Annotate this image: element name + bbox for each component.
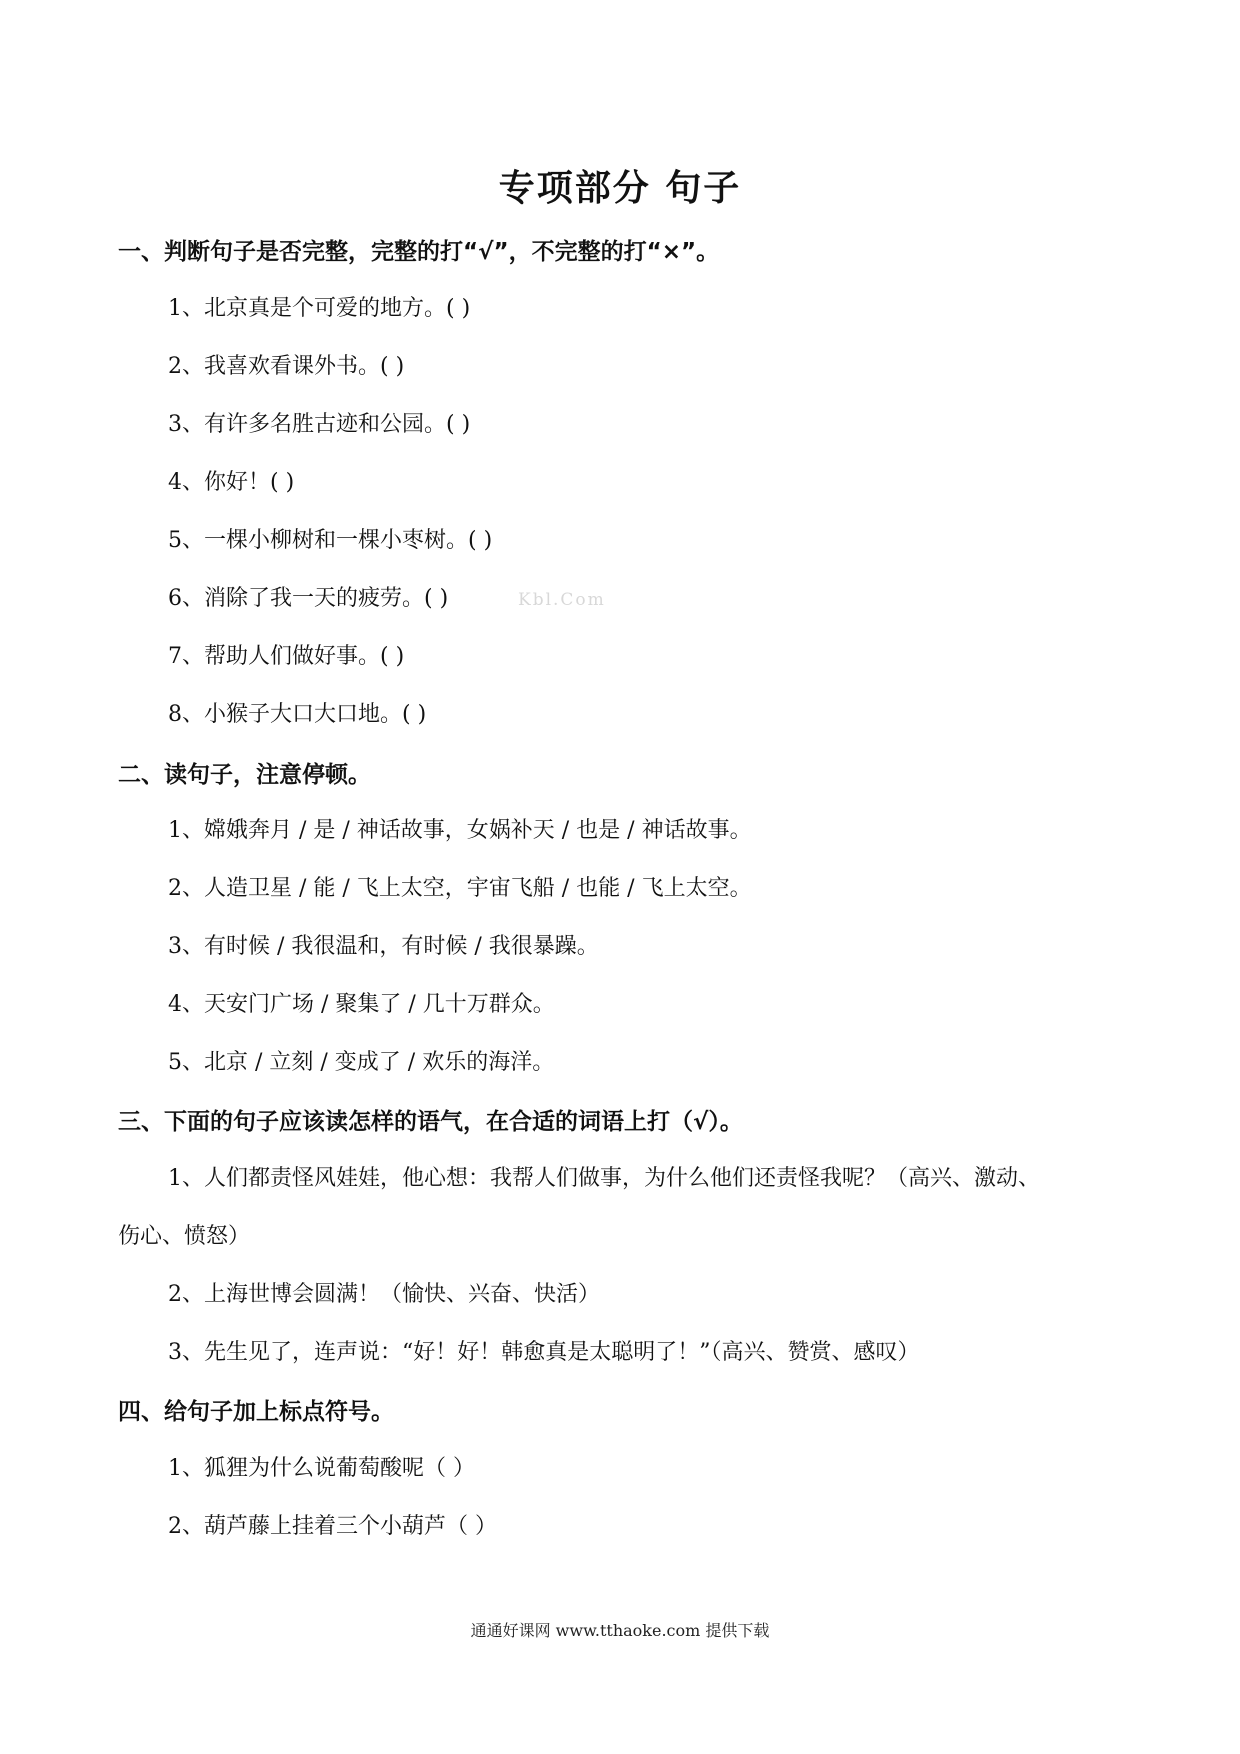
section-4-item-2: 2、葫芦藤上挂着三个小葫芦（ ） — [168, 1514, 497, 1539]
section-1-heading: 一、判断句子是否完整，完整的打“√”，不完整的打“×”。 — [118, 239, 720, 265]
section-2-item-5: 5、北京 / 立刻 / 变成了 / 欢乐的海洋。 — [168, 1050, 555, 1075]
section-1-item-5: 5、一棵小柳树和一棵小枣树。( ) — [168, 528, 493, 553]
section-2-item-1: 1、嫦娥奔月 / 是 / 神话故事，女娲补天 / 也是 / 神话故事。 — [168, 818, 752, 843]
page-footer: 通通好课网 www.tthaoke.com 提供下载 — [470, 1621, 770, 1640]
section-3-item-1: 1、人们都责怪风娃娃，他心想：我帮人们做事，为什么他们还责怪我呢？（高兴、激动、 — [168, 1166, 1041, 1191]
section-3-item-1-continuation: 伤心、愤怒） — [118, 1224, 251, 1249]
section-1-item-8: 8、小猴子大口大口地。( ) — [168, 702, 427, 727]
section-2-item-2: 2、人造卫星 / 能 / 飞上太空，宇宙飞船 / 也能 / 飞上太空。 — [168, 876, 752, 901]
section-2-item-4: 4、天安门广场 / 聚集了 / 几十万群众。 — [168, 992, 555, 1017]
section-1-item-2: 2、我喜欢看课外书。( ) — [168, 354, 405, 379]
section-3-heading: 三、下面的句子应该读怎样的语气，在合适的词语上打（√）。 — [118, 1109, 743, 1135]
section-3-item-2: 2、上海世博会圆满！（愉快、兴奋、快活） — [168, 1282, 600, 1307]
watermark-text: Kbl.Com — [518, 590, 606, 610]
section-1-item-6: 6、消除了我一天的疲劳。( ) — [168, 586, 449, 611]
section-1-item-4: 4、你好！( ) — [168, 470, 295, 495]
section-1-item-1: 1、北京真是个可爱的地方。( ) — [168, 296, 471, 321]
page-title: 专项部分 句子 — [498, 168, 742, 209]
section-4-heading: 四、给句子加上标点符号。 — [118, 1399, 394, 1425]
section-1-item-3: 3、有许多名胜古迹和公园。( ) — [168, 412, 471, 437]
section-1-item-7: 7、帮助人们做好事。( ) — [168, 644, 405, 669]
section-4-item-1: 1、狐狸为什么说葡萄酸呢（ ） — [168, 1456, 475, 1481]
section-2-item-3: 3、有时候 / 我很温和，有时候 / 我很暴躁。 — [168, 934, 599, 959]
section-2-heading: 二、读句子，注意停顿。 — [118, 762, 371, 788]
section-3-item-3: 3、先生见了，连声说：“好！好！韩愈真是太聪明了！”（高兴、赞赏、感叹） — [168, 1340, 920, 1365]
